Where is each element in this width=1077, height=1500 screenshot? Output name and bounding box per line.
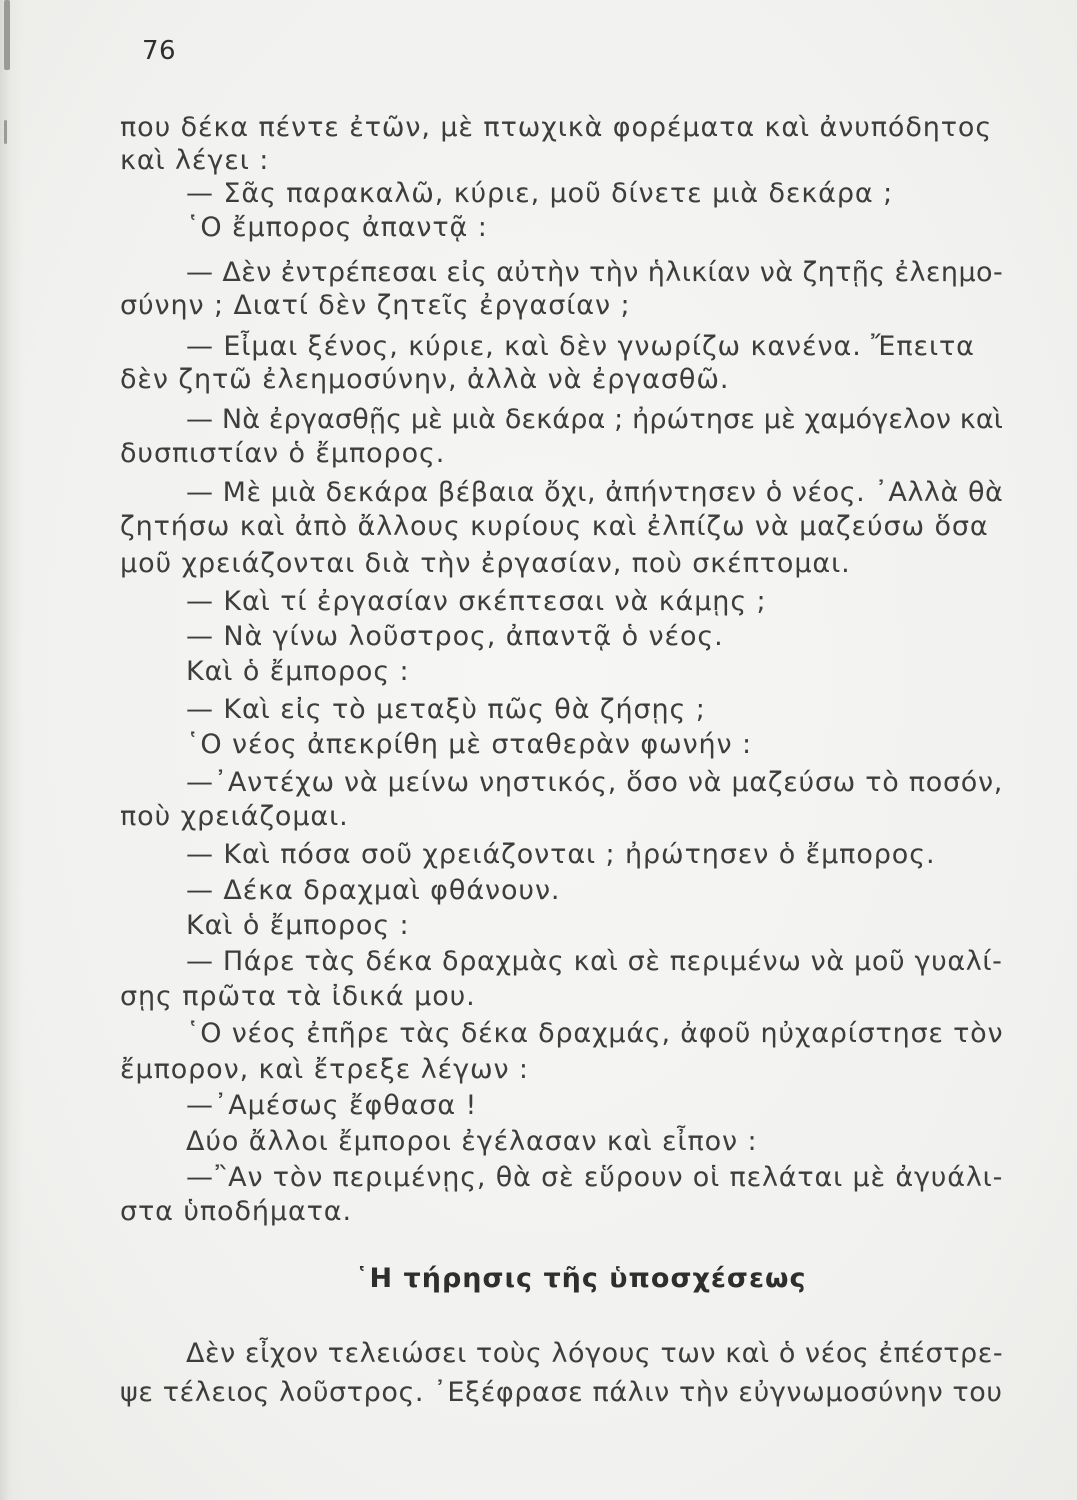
text-line: ῾Ο νέος ἐπῆρε τὰς δέκα δραχμάς, ἀφοῦ ηὐχαρίστησε τὸν (186, 1018, 1004, 1049)
text-line: Δύο ἄλλοι ἔμποροι ἐγέλασαν καὶ εἶπον : (186, 1126, 758, 1157)
text-line: σύνην ; Διατί δὲν ζητεῖς ἐργασίαν ; (120, 290, 631, 321)
text-line: —᾿Αντέχω νὰ μείνω νηστικός, ὅσο νὰ μαζεύσω τὸ ποσόν, (186, 767, 1004, 798)
text-line: δὲν ζητῶ ἐλεημοσύνην, ἀλλὰ νὰ ἐργασθῶ. (120, 364, 730, 395)
text-line: μοῦ χρειάζονται διὰ τὴν ἐργασίαν, ποὺ σκέπτομαι. (120, 548, 851, 579)
binding-mark (4, 120, 7, 144)
text-line: καὶ λέγει : (120, 145, 270, 176)
text-line: —᾿Αμέσως ἔφθασα ! (186, 1090, 478, 1121)
text-line: ἔμπορον, καὶ ἔτρεξε λέγων : (120, 1054, 529, 1085)
text-line: Καὶ ὁ ἔμπορος : (186, 910, 410, 941)
text-line: — Πάρε τὰς δέκα δραχμὰς καὶ σὲ περιμένω νὰ μοῦ γυαλί- (186, 946, 1003, 977)
text-line: — Μὲ μιὰ δεκάρα βέβαια ὄχι, ἀπήντησεν ὁ νέος. ᾿Αλλὰ θὰ (186, 477, 1004, 508)
text-line: — Καὶ εἰς τὸ μεταξὺ πῶς θὰ ζήσῃς ; (186, 694, 706, 725)
text-line: ψε τέλειος λοῦστρος. ᾿Εξέφρασε πάλιν τὴν εὐγνωμοσύνην του (120, 1377, 1003, 1408)
text-line: ποὺ χρειάζομαι. (120, 801, 349, 832)
page-number: 76 (142, 36, 177, 66)
text-line: — Καὶ τί ἐργασίαν σκέπτεσαι νὰ κάμῃς ; (186, 586, 767, 617)
text-line: —῍Αν τὸν περιμένῃς, θὰ σὲ εὕρουν οἱ πελάται μὲ ἀγυάλι- (186, 1162, 1004, 1193)
text-line: — Εἶμαι ξένος, κύριε, καὶ δὲν γνωρίζω κανένα. Ἔπειτα (186, 331, 975, 362)
text-line: — Δέκα δραχμαὶ φθάνουν. (186, 875, 561, 906)
text-line: — Νὰ ἐργασθῇς μὲ μιὰ δεκάρα ; ἠρώτησε μὲ χαμόγελον καὶ (186, 404, 1004, 435)
text-line: Καὶ ὁ ἔμπορος : (186, 656, 410, 687)
text-line: ῾Ο ἔμπορος ἀπαντᾷ : (186, 212, 488, 243)
text-line: δυσπιστίαν ὁ ἔμπορος. (120, 438, 446, 469)
text-line: σῃς πρῶτα τὰ ἰδικά μου. (120, 981, 476, 1012)
text-line: ῾Ο νέος ἀπεκρίθη μὲ σταθερὰν φωνήν : (186, 729, 753, 760)
section-heading: ῾Η τήρησις τῆς ὑποσχέσεως (355, 1263, 807, 1294)
text-line: Δὲν εἶχον τελειώσει τοὺς λόγους των καὶ ὁ νέος ἐπέστρε- (186, 1338, 1004, 1369)
text-line: ζητήσω καὶ ἀπὸ ἄλλους κυρίους καὶ ἐλπίζω νὰ μαζεύσω ὅσα (120, 511, 989, 542)
binding-mark (4, 0, 10, 70)
text-line: — Σᾶς παρακαλῶ, κύριε, μοῦ δίνετε μιὰ δεκάρα ; (186, 178, 894, 209)
binding-edge (0, 0, 24, 1500)
text-line: — Καὶ πόσα σοῦ χρειάζονται ; ἠρώτησεν ὁ ἔμπορος. (186, 839, 936, 870)
text-line: — Δὲν ἐντρέπεσαι εἰς αὐτὴν τὴν ἡλικίαν νὰ ζητῇς ἐλεημο- (186, 257, 1004, 288)
text-line: — Νὰ γίνω λοῦστρος, ἀπαντᾷ ὁ νέος. (186, 621, 724, 652)
text-line: που δέκα πέντε ἐτῶν, μὲ πτωχικὰ φορέματα καὶ ἀνυπόδητος (120, 112, 993, 143)
text-line: στα ὑποδήματα. (120, 1196, 352, 1227)
